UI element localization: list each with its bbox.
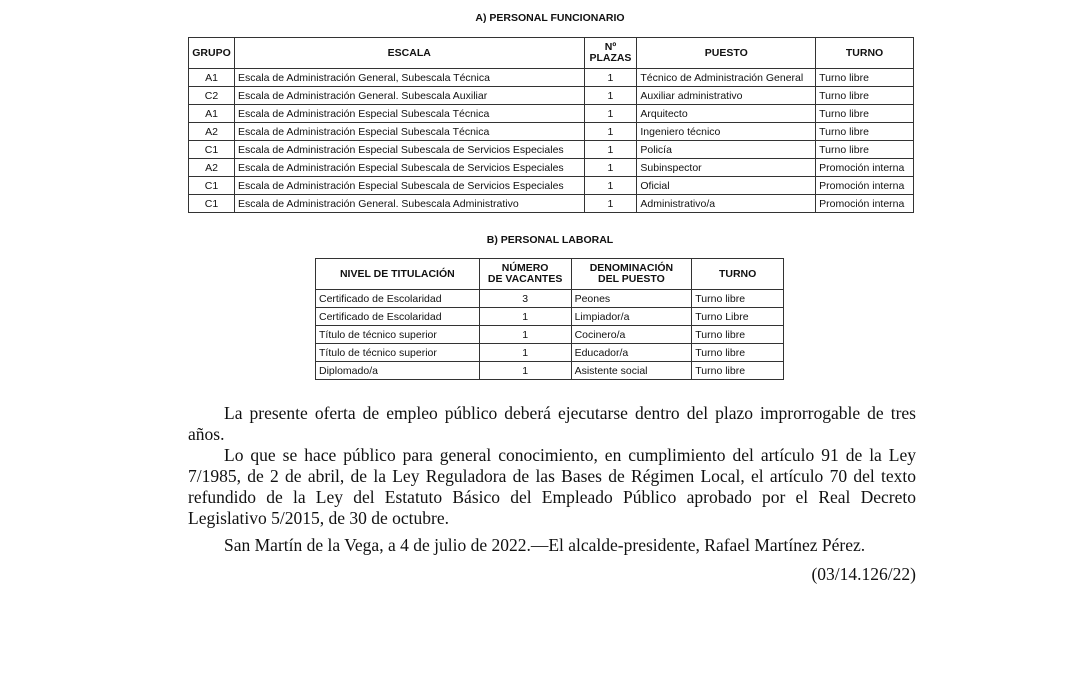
cell-escala: Escala de Administración Especial Subescala Técnica — [234, 123, 584, 141]
table-header-row — [316, 259, 784, 290]
table-row — [189, 105, 914, 123]
paragraph-plazo: La presente oferta de empleo público deberá ejecutarse dentro del plazo improrrogable de tres años. — [188, 403, 916, 444]
cell-turno: Turno Libre — [692, 308, 784, 326]
cell-plazas: 1 — [584, 105, 637, 123]
cell-denominacion: Limpiador/a — [571, 308, 692, 326]
cell-vacantes: 1 — [479, 326, 571, 344]
table-row — [316, 290, 784, 308]
cell-grupo: C2 — [189, 87, 235, 105]
cell-nivel: Certificado de Escolaridad — [316, 290, 480, 308]
table-row — [189, 177, 914, 195]
cell-grupo: C1 — [189, 195, 235, 213]
cell-vacantes: 3 — [479, 290, 571, 308]
table-row — [316, 362, 784, 380]
cell-escala: Escala de Administración Especial Subescala de Servicios Especiales — [234, 141, 584, 159]
table-row — [189, 159, 914, 177]
cell-puesto: Arquitecto — [637, 105, 816, 123]
cell-grupo: C1 — [189, 141, 235, 159]
section-b-title: B) PERSONAL LABORAL — [486, 234, 614, 246]
header-grupo: GRUPO — [189, 38, 235, 69]
cell-turno: Turno libre — [692, 290, 784, 308]
cell-puesto: Auxiliar administrativo — [637, 87, 816, 105]
cell-plazas: 1 — [584, 69, 637, 87]
header-nivel: NIVEL DE TITULACIÓN — [316, 259, 480, 290]
cell-plazas: 1 — [584, 141, 637, 159]
header-plazas-line1: Nº — [604, 41, 617, 53]
cell-escala: Escala de Administración Especial Subescala de Servicios Especiales — [234, 159, 584, 177]
cell-puesto: Administrativo/a — [637, 195, 816, 213]
table-row — [316, 308, 784, 326]
personal-laboral-table — [315, 258, 784, 380]
table-row — [189, 195, 914, 213]
cell-puesto: Oficial — [637, 177, 816, 195]
table-row — [189, 123, 914, 141]
cell-escala: Escala de Administración General. Subescala Administrativo — [234, 195, 584, 213]
header-vacantes — [479, 259, 571, 290]
cell-turno: Turno libre — [692, 362, 784, 380]
cell-turno: Promoción interna — [816, 159, 914, 177]
cell-puesto: Ingeniero técnico — [637, 123, 816, 141]
cell-escala: Escala de Administración Especial Subescala Técnica — [234, 105, 584, 123]
cell-puesto: Subinspector — [637, 159, 816, 177]
header-vacantes-line2: DE VACANTES — [487, 273, 563, 285]
cell-vacantes: 1 — [479, 308, 571, 326]
personal-funcionario-table — [188, 37, 914, 213]
cell-plazas: 1 — [584, 123, 637, 141]
cell-nivel: Diplomado/a — [316, 362, 480, 380]
cell-turno: Turno libre — [692, 326, 784, 344]
header-denominacion-line2: DEL PUESTO — [598, 273, 665, 285]
cell-turno: Turno libre — [816, 87, 914, 105]
paragraph-publicacion: Lo que se hace público para general conocimiento, en cumplimiento del artículo 91 de la Ley 7/1985, de 2 de abril, de la Ley Reguladora de las Bases de Régimen Local, el artículo 70 del texto refundido de la Ley del Estatuto Básico del Empleado Público aprobado por el Real Decreto Legislativo 5/2015, de 30 de octubre. — [188, 445, 916, 528]
cell-grupo: A2 — [189, 123, 235, 141]
header-denominacion — [571, 259, 692, 290]
table-row — [316, 344, 784, 362]
cell-plazas: 1 — [584, 195, 637, 213]
cell-denominacion: Asistente social — [571, 362, 692, 380]
header-plazas — [584, 38, 637, 69]
table-row — [316, 326, 784, 344]
cell-grupo: A1 — [189, 105, 235, 123]
cell-grupo: A2 — [189, 159, 235, 177]
cell-nivel: Título de técnico superior — [316, 326, 480, 344]
header-puesto: PUESTO — [637, 38, 816, 69]
table-header-row — [189, 38, 914, 69]
cell-turno: Turno libre — [816, 123, 914, 141]
cell-denominacion: Peones — [571, 290, 692, 308]
cell-vacantes: 1 — [479, 344, 571, 362]
cell-denominacion: Educador/a — [571, 344, 692, 362]
cell-puesto: Técnico de Administración General — [637, 69, 816, 87]
cell-denominacion: Cocinero/a — [571, 326, 692, 344]
cell-turno: Turno libre — [816, 141, 914, 159]
cell-turno: Promoción interna — [816, 195, 914, 213]
cell-plazas: 1 — [584, 159, 637, 177]
cell-vacantes: 1 — [479, 362, 571, 380]
header-escala: ESCALA — [234, 38, 584, 69]
header-turno: TURNO — [816, 38, 914, 69]
cell-nivel: Título de técnico superior — [316, 344, 480, 362]
table-row — [189, 69, 914, 87]
cell-plazas: 1 — [584, 177, 637, 195]
cell-turno: Turno libre — [692, 344, 784, 362]
header-turno: TURNO — [692, 259, 784, 290]
cell-grupo: A1 — [189, 69, 235, 87]
section-a-title: A) PERSONAL FUNCIONARIO — [475, 12, 625, 24]
reference-number: (03/14.126/22) — [811, 564, 916, 584]
table-row — [189, 87, 914, 105]
signature-line: San Martín de la Vega, a 4 de julio de 2022.—El alcalde-presidente, Rafael Martínez Pérez. — [224, 535, 866, 555]
cell-nivel: Certificado de Escolaridad — [316, 308, 480, 326]
table-row — [189, 141, 914, 159]
header-denominacion-line1: DENOMINACIÓN — [589, 262, 674, 274]
cell-turno: Turno libre — [816, 105, 914, 123]
cell-turno: Turno libre — [816, 69, 914, 87]
header-vacantes-line1: NÚMERO — [501, 262, 549, 274]
cell-plazas: 1 — [584, 87, 637, 105]
cell-escala: Escala de Administración General. Subescala Auxiliar — [234, 87, 584, 105]
cell-escala: Escala de Administración Especial Subescala de Servicios Especiales — [234, 177, 584, 195]
cell-grupo: C1 — [189, 177, 235, 195]
cell-escala: Escala de Administración General, Subescala Técnica — [234, 69, 584, 87]
cell-turno: Promoción interna — [816, 177, 914, 195]
cell-puesto: Policía — [637, 141, 816, 159]
header-plazas-line2: PLAZAS — [589, 52, 632, 64]
